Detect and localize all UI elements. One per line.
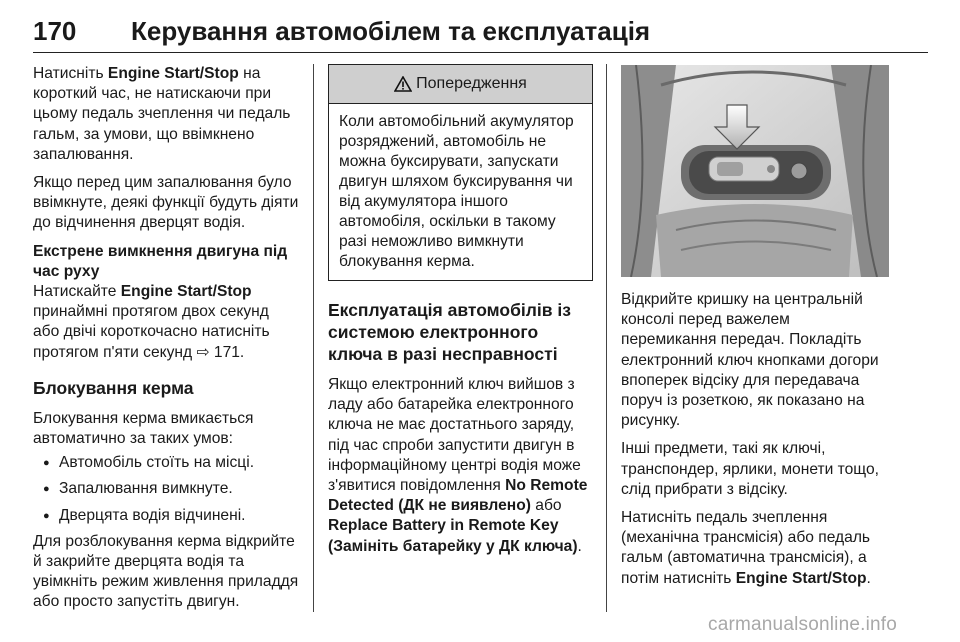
- electronic-key-fault-heading: Експлуатація автомобілів із системою електронного ключа в разі несправності: [328, 300, 571, 364]
- paragraph-steering-lock-conditions: Блокування керма вмикається автоматично за таких умов:: [33, 409, 254, 448]
- warning-title: Попередження: [416, 74, 527, 92]
- page-title: Керування автомобілем та експлуатація: [131, 16, 651, 46]
- list-item: ● Запалювання вимкнуте.: [33, 479, 299, 499]
- list-item: ● Автомобіль стоїть на місці.: [33, 453, 299, 473]
- page-number: 170: [33, 16, 77, 46]
- column-right: [621, 290, 889, 597]
- warning-triangle-icon: [394, 76, 412, 92]
- paragraph-remove-objects: Інші предмети, такі як ключі, транспондер, ярлики, монети тощо, слід прибрати з відсіку.: [621, 440, 879, 498]
- paragraph-open-cover: Відкрийте кришку на центральній консолі перед важелем перемикання передач. Покладіть електронний ключ кнопками догори впоперек відсіку для передавача поруч із розеткою, як показано на рисунку.: [621, 291, 879, 430]
- paragraph-ignition-on: Якщо перед цим запалювання було ввімкнуте, деякі функції будуть діяти до відчинення дверцят водія.: [33, 174, 299, 232]
- warning-header: [329, 65, 592, 104]
- console-illustration: [621, 65, 889, 277]
- page-reference-icon: ⇨: [196, 343, 210, 361]
- warning-text: Коли автомобільний акумулятор розряджений, автомобіль не можна буксирувати, запускати двигун шляхом буксирування чи від акумулятора іншого автомобіля, оскільки в такому разі неможливо вимкнути блокування керма.: [339, 113, 574, 270]
- column-divider: [606, 64, 607, 612]
- paragraph-key-fault: Якщо електронний ключ вийшов з ладу або батарейка електронного ключа не має достатнього заряду, під час спроби запустити двигун в інформаційному центрі водія може з'явитися повідомлення No Remote Detected (ДК не виявлено) або Replace Battery in Remote Key (Замініть батарейку у ДК ключа).: [328, 376, 588, 555]
- paragraph-unlock-steering: Для розблокування керма відкрийте й закрийте дверцята водія та увімкніть режим живлення приладдя або просто запустіть двигун.: [33, 532, 299, 611]
- page-reference-link[interactable]: 171: [213, 343, 240, 361]
- paragraph-emergency-shutdown: Натискайте Engine Start/Stop принаймні протягом двох секунд або двічі короткочасно натисніть протягом п'яти секунд ⇨ 171.: [33, 283, 270, 361]
- warning-box: [328, 64, 593, 281]
- column-divider: [313, 64, 314, 612]
- column-middle: [328, 64, 593, 565]
- conditions-list: [33, 453, 299, 526]
- engine-start-stop-label: Engine Start/Stop: [107, 65, 239, 82]
- emergency-shutdown-subheading: Екстрене вимкнення двигуна під час руху: [33, 242, 288, 280]
- list-item: ● Дверцята водія відчинені.: [33, 506, 299, 526]
- paragraph-press-button: Натисніть Engine Start/Stop на короткий час, не натискаючи при цьому педаль зчеплення чи педаль гальм, за умови, що ввімкнено запалювання.: [33, 65, 291, 163]
- paragraph-press-pedal: Натисніть педаль зчеплення (механічна трансмісія) або педаль гальм (автоматична трансмісія), а потім натисніть Engine Start/Stop.: [621, 509, 871, 587]
- center-console-key-slot-photo: [621, 65, 889, 277]
- page-header: [33, 16, 928, 53]
- watermark-text: carmanualsonline.info: [708, 614, 898, 635]
- column-left: [33, 64, 299, 621]
- steering-lock-heading: Блокування керма: [33, 377, 194, 398]
